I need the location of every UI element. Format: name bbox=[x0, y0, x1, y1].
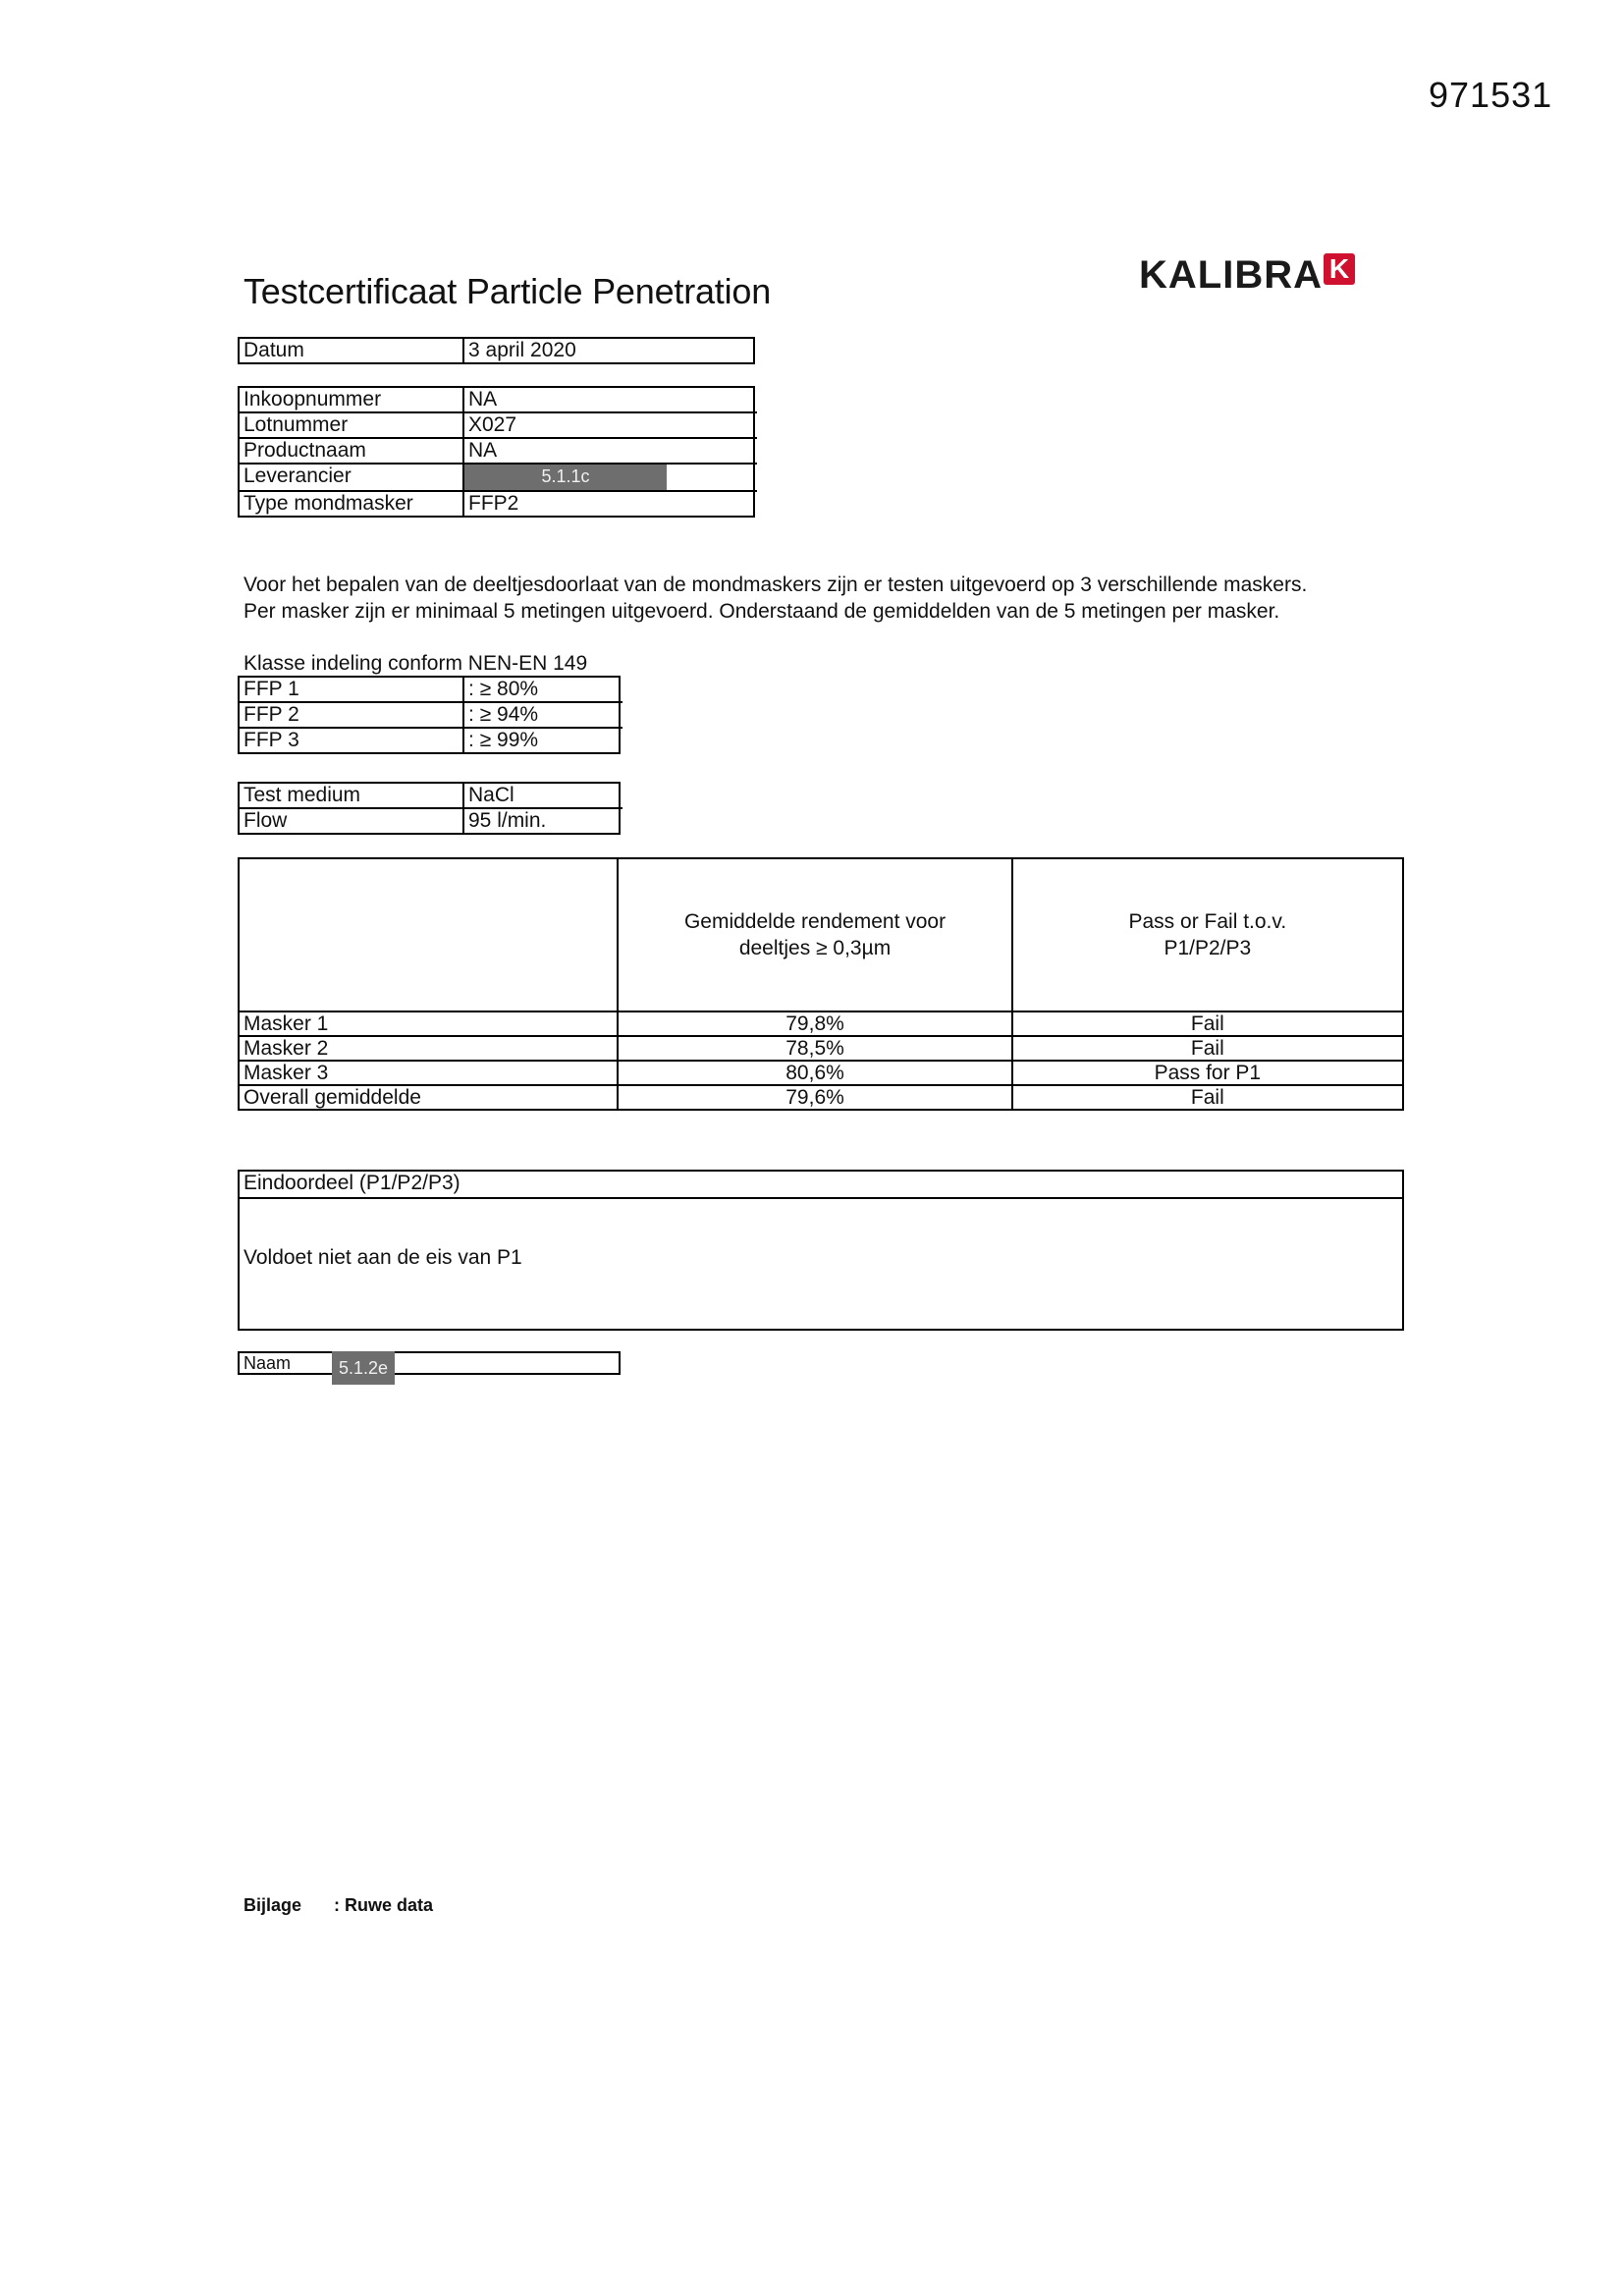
mask-result: Pass for P1 bbox=[1012, 1061, 1403, 1085]
results-header-rendement bbox=[618, 858, 1011, 1011]
product-label: Productnaam bbox=[240, 439, 462, 465]
intro-line: Voor het bepalen van de deeltjesdoorlaat van de mondmaskers zijn er testen uitgevoerd op 3 verschillende maskers. bbox=[244, 574, 1308, 596]
product-label: Lotnummer bbox=[240, 413, 462, 439]
naam-label: Naam bbox=[244, 1353, 292, 1373]
product-value: NA bbox=[462, 388, 757, 413]
table-row bbox=[239, 1036, 1403, 1061]
klasse-heading: Klasse indeling conform NEN-EN 149 bbox=[244, 652, 588, 675]
verdict-box bbox=[238, 1170, 1404, 1331]
product-label: Type mondmasker bbox=[244, 492, 413, 515]
naam-redaction: 5.1.2e bbox=[332, 1351, 395, 1385]
product-label: Inkoopnummer bbox=[240, 388, 462, 413]
klasse-value: : ≥ 99% bbox=[462, 729, 623, 752]
klasse-value: : ≥ 80% bbox=[462, 678, 623, 703]
datum-label: Datum bbox=[244, 339, 304, 361]
table-row bbox=[239, 1061, 1403, 1085]
mask-label: Masker 2 bbox=[239, 1036, 618, 1061]
mask-label: Masker 1 bbox=[239, 1011, 618, 1036]
product-value: FFP2 bbox=[462, 492, 757, 516]
redaction-block: 5.1.1c bbox=[464, 465, 667, 490]
document-number: 971531 bbox=[1429, 75, 1553, 115]
product-label: Leverancier bbox=[240, 465, 462, 492]
bijlage-label: Bijlage bbox=[244, 1895, 302, 1915]
results-header-row bbox=[239, 858, 1403, 1011]
kalibra-logo bbox=[1139, 253, 1355, 304]
header-line: Gemiddelde rendement voor bbox=[683, 910, 947, 933]
logo-text: KALIBRA bbox=[1139, 253, 1323, 297]
mask-rendement: 79,6% bbox=[618, 1085, 1011, 1110]
klasse-label: FFP 3 bbox=[244, 729, 299, 751]
header-line: P1/P2/P3 bbox=[1164, 937, 1252, 959]
verdict-text: Voldoet niet aan de eis van P1 bbox=[244, 1246, 522, 1269]
klasse-table bbox=[238, 676, 621, 754]
mask-rendement: 78,5% bbox=[618, 1036, 1011, 1061]
product-value: X027 bbox=[462, 413, 757, 439]
test-value: 95 l/min. bbox=[462, 809, 623, 833]
leverancier-value bbox=[462, 465, 757, 492]
klasse-value: : ≥ 94% bbox=[462, 703, 623, 729]
mask-result: Fail bbox=[1012, 1085, 1403, 1110]
naam-field bbox=[238, 1351, 621, 1378]
mask-result: Fail bbox=[1012, 1011, 1403, 1036]
results-table bbox=[238, 857, 1404, 1111]
test-label: Flow bbox=[244, 809, 288, 832]
mask-label: Masker 3 bbox=[239, 1061, 618, 1085]
klasse-label: FFP 2 bbox=[240, 703, 462, 729]
test-table bbox=[238, 782, 621, 835]
bijlage-value: : Ruwe data bbox=[334, 1895, 434, 1915]
mask-rendement: 79,8% bbox=[618, 1011, 1011, 1036]
page-title: Testcertificaat Particle Penetration bbox=[244, 271, 772, 311]
header-line: deeltjes ≥ 0,3µm bbox=[738, 937, 892, 959]
results-header-passfail bbox=[1012, 858, 1403, 1011]
table-row bbox=[239, 1011, 1403, 1036]
logo-k-icon: K bbox=[1324, 253, 1355, 285]
product-value: NA bbox=[462, 439, 757, 465]
table-row bbox=[239, 1085, 1403, 1110]
mask-rendement: 80,6% bbox=[618, 1061, 1011, 1085]
mask-label: Overall gemiddelde bbox=[239, 1085, 618, 1110]
bijlage-line bbox=[244, 1895, 434, 1916]
test-label: Test medium bbox=[240, 784, 462, 809]
test-value: NaCl bbox=[462, 784, 623, 809]
klasse-label: FFP 1 bbox=[240, 678, 462, 703]
product-table bbox=[238, 386, 755, 518]
intro-line: Per masker zijn er minimaal 5 metingen uitgevoerd. Onderstaand de gemiddelden van de 5 metingen per masker. bbox=[244, 600, 1280, 623]
results-header-empty bbox=[239, 858, 618, 1011]
header-line: Pass or Fail t.o.v. bbox=[1128, 910, 1287, 933]
datum-table bbox=[238, 337, 755, 364]
mask-result: Fail bbox=[1012, 1036, 1403, 1061]
verdict-heading: Eindoordeel (P1/P2/P3) bbox=[240, 1172, 1402, 1199]
datum-value: 3 april 2020 bbox=[462, 339, 757, 362]
